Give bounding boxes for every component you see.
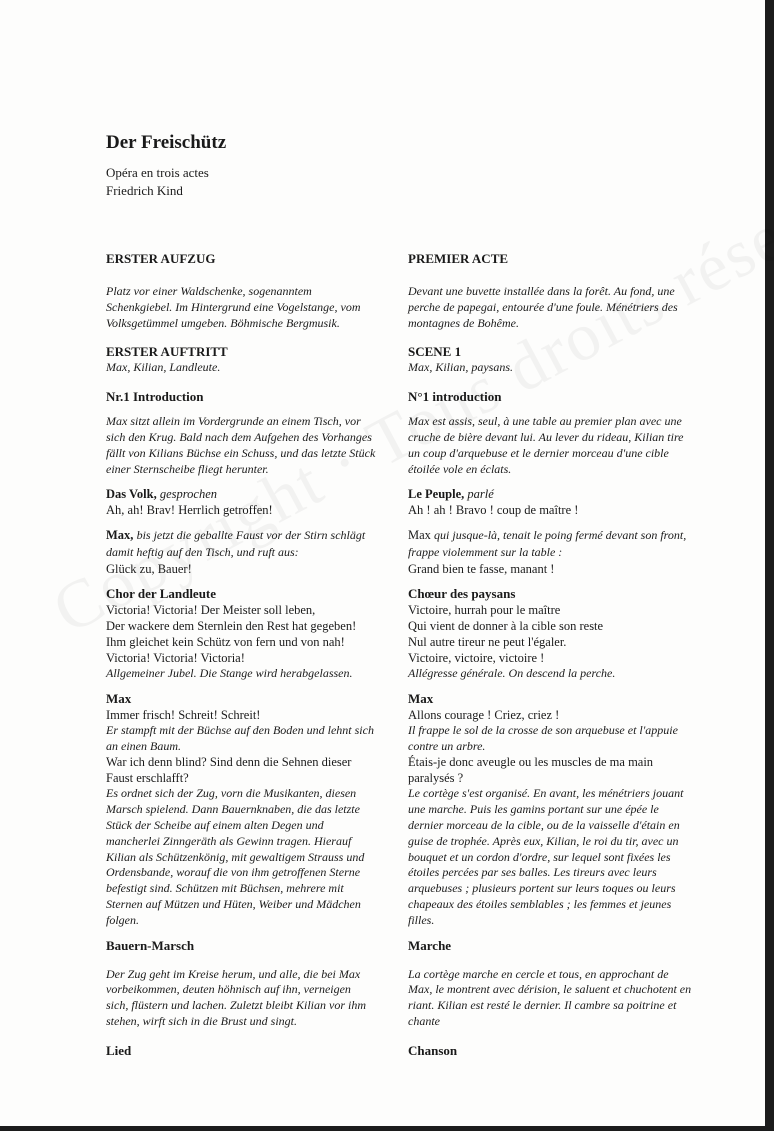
- speaker-heading: Max: [408, 690, 434, 706]
- verse-line: Victoria! Victoria! Der Meister soll leben,: [106, 602, 316, 617]
- scene-characters: Max, Kilian, paysans.: [408, 360, 513, 375]
- stage-direction: Il frappe le sol de la crosse de son arquebuse et l'appuie contre un arbre.: [408, 722, 678, 753]
- speaker-manner: parlé: [467, 487, 494, 502]
- song-heading: Chanson: [408, 1042, 458, 1058]
- act-heading: ERSTER AUFZUG: [106, 251, 216, 266]
- scene-heading: ERSTER AUFTRITT: [106, 344, 228, 360]
- speaker-line: [106, 486, 376, 502]
- german-column: [106, 251, 376, 1059]
- speaker-name: Max,: [106, 528, 134, 543]
- scene-characters: Max, Kilian, Landleute.: [106, 360, 221, 375]
- speaker-name: Das Volk,: [106, 487, 157, 502]
- setting-direction: Platz vor einer Waldschenke, sogenanntem Schenkgiebel. Im Hintergrund eine Vogelstange, vom Volksgetümmel umgeben. Böhmische Bergmusik.: [106, 284, 361, 330]
- setting-direction: Devant une buvette installée dans la forêt. Au fond, une perche de papegai, entourée d'une foule. Ménétriers des montagnes de Bohême.: [408, 284, 678, 330]
- stage-direction: Allgemeiner Jubel. Die Stange wird herabgelassen.: [106, 665, 353, 680]
- stage-direction: Der Zug geht im Kreise herum, und alle, die bei Max vorbeikommen, deuten höhnisch auf ihn, verneigen sich, flüstern und lachen. Zuletzt bleibt Kilian vor ihm stehen, wirft sich in die Brust und singt.: [106, 966, 366, 1028]
- speaker-heading: Max: [106, 690, 132, 706]
- spoken-line: Grand bien te fasse, manant !: [408, 561, 555, 576]
- march-heading: Marche: [408, 937, 452, 953]
- scan-edge-bottom: [0, 1126, 774, 1131]
- stage-direction: Allégresse générale. On descend la perche.: [408, 665, 616, 680]
- scene-heading: SCENE 1: [408, 344, 462, 360]
- verse-line: Qui vient de donner à la cible son reste: [408, 618, 604, 633]
- spoken-line: War ich denn blind? Sind denn die Sehnen dieser Faust erschlafft?: [106, 755, 352, 786]
- speaker-with-direction: [106, 527, 376, 561]
- spoken-line: Immer frisch! Schreit! Schreit!: [106, 707, 261, 722]
- spoken-line: Ah, ah! Brav! Herrlich getroffen!: [106, 503, 273, 518]
- chorus-heading: Chor der Landleute: [106, 585, 217, 601]
- page-title: Der Freischütz: [106, 132, 227, 153]
- verse-line: Der wackere dem Sternlein den Rest hat gegeben!: [106, 618, 357, 633]
- inline-stage-direction: qui jusque-là, tenait le poing fermé devant son front, frappe violemment sur la table :: [408, 528, 687, 560]
- stage-direction: Max sitzt allein im Vordergrunde an einem Tisch, vor sich den Krug. Bald nach dem Aufgehen des Vorhanges fällt von Kilians Büchse ein Schuss, und das letzte Stück einer Sternscheibe fliegt herunter.: [106, 414, 376, 476]
- spoken-line: Étais-je donc aveugle ou les muscles de ma main paralysés ?: [408, 755, 654, 786]
- march-heading: Bauern-Marsch: [106, 937, 195, 953]
- act-heading: PREMIER ACTE: [408, 251, 509, 266]
- speaker-with-direction: [408, 527, 693, 561]
- inline-stage-direction: bis jetzt die geballte Faust vor der Stirn schlägt damit heftig auf den Tisch, und ruft aus:: [106, 528, 366, 560]
- author-name: Friedrich Kind: [106, 183, 183, 198]
- spoken-line: Allons courage ! Criez, criez !: [408, 707, 560, 722]
- number-heading: Nr.1 Introduction: [106, 389, 204, 405]
- stage-direction: Max est assis, seul, à une table au premier plan avec une cruche de bière devant lui. Au lever du rideau, Kilian tire un coup d'arquebuse et le dernier morceau d'une cible étoilée vole en éclats.: [408, 414, 684, 476]
- speaker-manner: gesprochen: [159, 487, 218, 502]
- stage-direction: Es ordnet sich der Zug, vorn die Musikanten, diesen Marsch spielend. Dann Bauernknaben, die das letzte Stück der Scheibe auf einem alten Degen und mancherlei Zinngeräth als Gewinn tragen. Hierauf Kilian als Schützenkönig, mit gewaltigem Strauss und Ordensbande, worauf die von ihm getroffenen Sterne befestigt sind. Schützen mit Büchsen, mehrere mit Sternen auf Mützen und Hüten, Weiber und Mädchen folgen.: [106, 786, 365, 927]
- song-heading: Lied: [106, 1042, 132, 1058]
- scan-edge-right: [765, 0, 774, 1131]
- spoken-line: Ah ! ah ! Bravo ! coup de maître !: [408, 503, 579, 518]
- french-column: [408, 251, 693, 1059]
- speaker-name: Max: [408, 528, 431, 543]
- speaker-name: Le Peuple,: [408, 487, 465, 502]
- page-header: [106, 132, 226, 200]
- number-heading: N°1 introduction: [408, 389, 502, 405]
- verse-line: Nul autre tireur ne peut l'égaler.: [408, 634, 567, 649]
- verse-line: Victoria! Victoria! Victoria!: [106, 650, 245, 665]
- speaker-line: [408, 486, 693, 502]
- verse-line: Victoire, victoire, victoire !: [408, 650, 545, 665]
- stage-direction: Er stampft mit der Büchse auf den Boden und lehnt sich an einen Baum.: [106, 722, 374, 753]
- page-subtitle: Opéra en trois actes: [106, 165, 209, 180]
- verse-line: Ihm gleichet kein Schütz von fern und von nah!: [106, 634, 345, 649]
- stage-direction: La cortège marche en cercle et tous, en approchant de Max, le montrent avec dérision, le saluent et chuchotent en riant. Kilian est resté le dernier. Il cambre sa poitrine et chante: [408, 966, 692, 1028]
- stage-direction: Le cortège s'est organisé. En avant, les ménétriers jouant une marche. Puis les gamins portant sur une épée le dernier morceau de la cible, ou de la vaisselle d'étain en guise de trophée. Après eux, Kilian, le roi du tir, avec un bouquet et un cordon d'ordre, sur lequel sont fixées les étoiles percées par ses balles. Les tireurs avec leurs arquebuses ; plusieurs portent sur leurs toques ou leurs chapeaux des étoiles semblables ; les femmes et jeunes filles.: [408, 786, 684, 927]
- spoken-line: Glück zu, Bauer!: [106, 561, 192, 576]
- verse-line: Victoire, hurrah pour le maître: [408, 602, 561, 617]
- chorus-heading: Chœur des paysans: [408, 585, 516, 601]
